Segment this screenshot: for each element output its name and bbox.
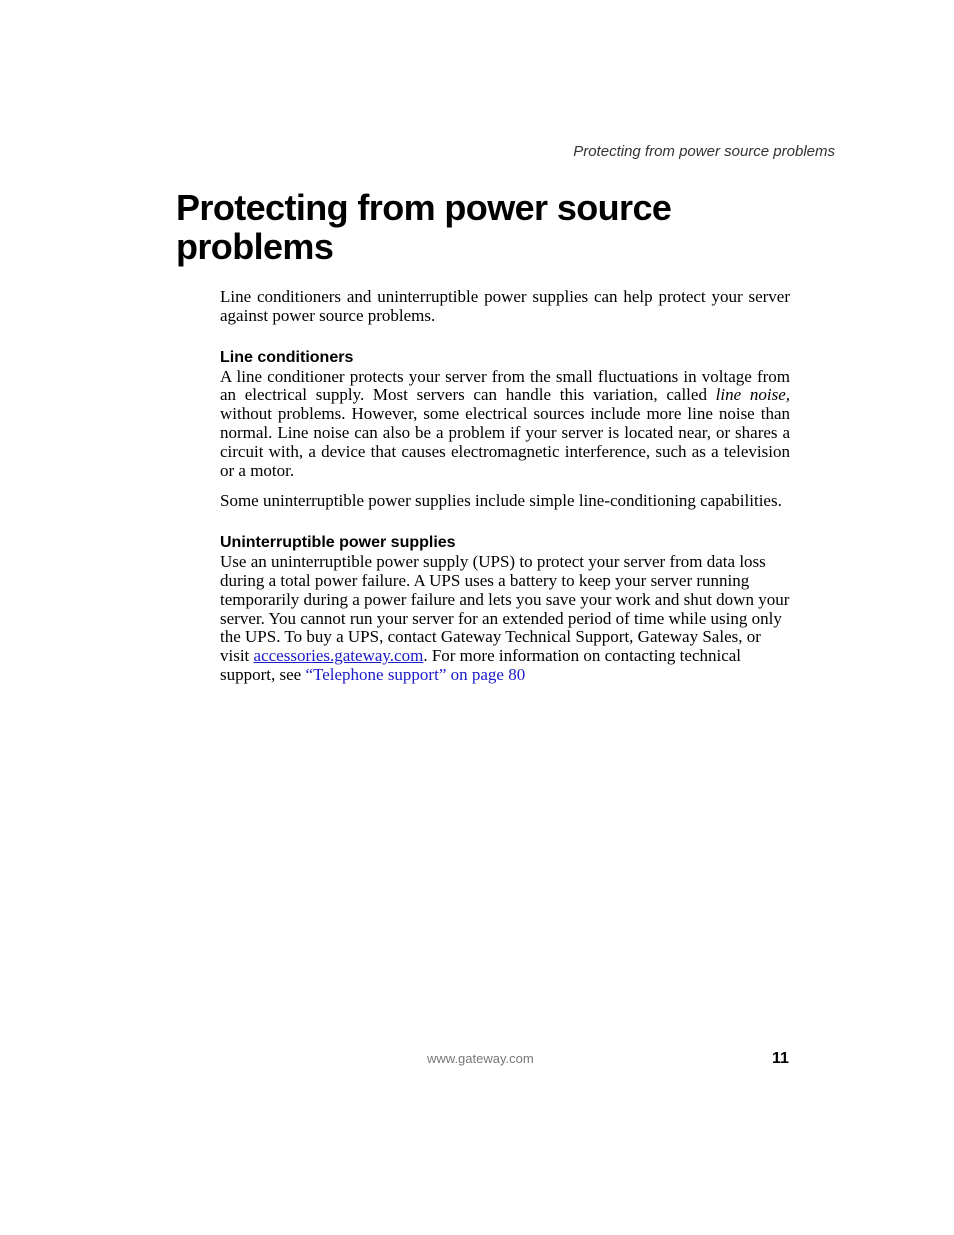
intro-paragraph: Line conditioners and uninterruptible power supplies can help protect your server against power source problems. xyxy=(220,287,790,325)
ups-text-start: Use an uninterruptible power supply (UPS) to protect your server from data loss during a total power failure. A UPS uses a battery to keep your server running temporarily during a power failure and lets you save your work and shut down your server. You cannot run your server for an extended period of time while using only the UPS. To buy a UPS, contact Gateway Technical Support, Gateway Sales, or visit xyxy=(220,552,790,666)
line-conditioners-paragraph xyxy=(220,368,790,481)
page-number: 11 xyxy=(772,1050,789,1067)
page-title: Protecting from power source problems xyxy=(176,187,672,267)
line-conditioners-text-end: without problems. However, some electrical sources include more line noise than normal. Line noise can also be a problem if your server is located near, or shares a circuit with, a device that causes electromagnetic interference, such as a television or a motor. xyxy=(220,404,790,480)
accessories-link[interactable]: accessories.gateway.com xyxy=(253,646,424,666)
footer-url: www.gateway.com xyxy=(427,1051,534,1066)
telephone-support-link[interactable]: “Telephone support” on page 80 xyxy=(305,664,526,684)
ups-paragraph xyxy=(220,553,790,685)
section-heading-line-conditioners: Line conditioners xyxy=(220,348,354,366)
line-conditioning-ups-paragraph: Some uninterruptible power supplies include simple line-conditioning capabilities. xyxy=(220,491,782,511)
line-noise-term: line noise, xyxy=(715,385,790,405)
section-heading-ups: Uninterruptible power supplies xyxy=(220,534,456,552)
ups-text-middle: . For more information on contacting technical support, see xyxy=(220,646,742,684)
body-content xyxy=(220,288,790,685)
line-conditioners-text-start: A line conditioner protects your server from the small fluctuations in voltage from an electrical supply. Most servers can handle this variation, called xyxy=(220,366,790,405)
running-header: Protecting from power source problems xyxy=(573,143,835,160)
